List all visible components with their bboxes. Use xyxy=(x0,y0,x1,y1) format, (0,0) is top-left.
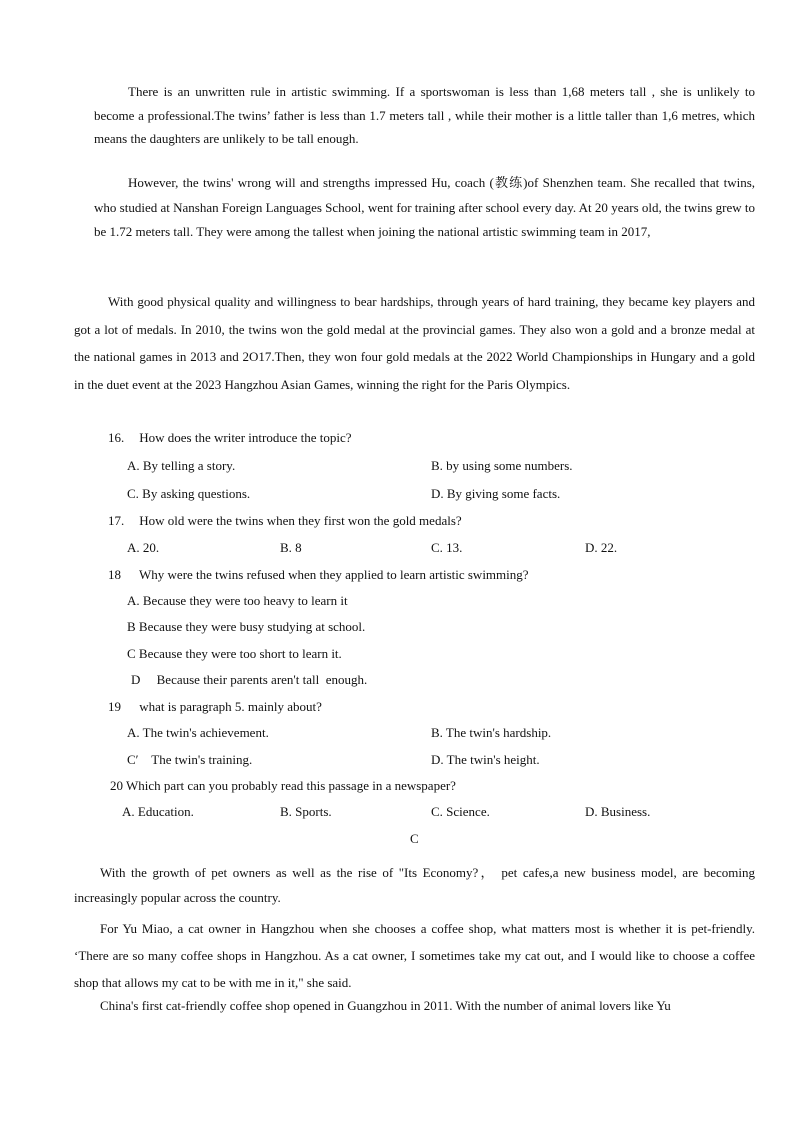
option-20a: A. Education. xyxy=(122,804,194,819)
question-number: 16. xyxy=(108,430,125,445)
option-17d: D. 22. xyxy=(585,540,618,555)
question-text: Which part can you probably read this passage in a newspaper? xyxy=(126,778,456,793)
option-20d: D. Business. xyxy=(585,804,651,819)
question-number: 19 xyxy=(108,699,121,714)
option-17b: B. 8 xyxy=(280,540,302,555)
option-18b: B Because they were busy studying at school. xyxy=(127,619,366,634)
question-text: How does the writer introduce the topic? xyxy=(139,430,352,445)
section-heading: C xyxy=(410,831,419,846)
option-18c: C Because they were too short to learn it. xyxy=(127,646,342,661)
question-text: Why were the twins refused when they applied to learn artistic swimming? xyxy=(139,567,529,582)
question-text: what is paragraph 5. mainly about? xyxy=(139,699,322,714)
passage-paragraph-1: There is an unwritten rule in artistic swimming. If a sportswoman is less than 1,68 meters tall , she is unlikely to become a professional.The twins’ father is less than 1.7 meters tall , while their mother is a little taller than 1,6 metres, which means the daughters are unlikely to be tall enough. xyxy=(94,84,755,146)
question-number: 20 xyxy=(110,778,123,793)
passage-paragraph-3: With good physical quality and willingness to bear hardships, through years of hard training, they became key players and got a lot of medals. In 2010, the twins won the gold medal at the provincial games. They also won a gold and a bronze medal at the national games in 2013 and 2O17.Then, they won four gold medals at the 2022 World Championships in Hungary and a gold in the duet event at the 2023 Hangzhou Asian Games, winning the right for the Paris Olympics. xyxy=(74,294,755,392)
question-number: 18 xyxy=(108,567,121,582)
question-19 xyxy=(108,699,322,715)
option-16b: B. by using some numbers. xyxy=(431,458,573,473)
option-19c: C′ The twin's training. xyxy=(127,752,253,767)
question-17 xyxy=(108,513,462,529)
question-18 xyxy=(108,567,529,583)
passage-c-paragraph-1: With the growth of pet owners as well as the rise of "Its Economy?， pet cafes,a new business model, are becoming increasingly popular across the country. xyxy=(74,865,755,905)
option-16d: D. By giving some facts. xyxy=(431,486,561,501)
option-19d: D. The twin's height. xyxy=(431,752,540,767)
question-number: 17. xyxy=(108,513,125,528)
option-19a: A. The twin's achievement. xyxy=(127,725,269,740)
option-17a: A. 20. xyxy=(127,540,160,555)
option-20c: C. Science. xyxy=(431,804,490,819)
option-16c: C. By asking questions. xyxy=(127,486,251,501)
option-18a: A. Because they were too heavy to learn it xyxy=(127,593,348,608)
option-19b: B. The twin's hardship. xyxy=(431,725,552,740)
option-20b: B. Sports. xyxy=(280,804,332,819)
question-16 xyxy=(108,430,352,446)
passage-paragraph-2: However, the twins' wrong will and strengths impressed Hu, coach (教练)of Shenzhen team. She recalled that twins, who studied at Nanshan Foreign Languages School, went for training after school every day. At 20 years old, the twins grew to be 1.72 meters tall. They were among the tallest when joining the national artistic swimming team in 2017, xyxy=(94,175,755,240)
option-17c: C. 13. xyxy=(431,540,463,555)
option-18d: D Because their parents aren't tall enough. xyxy=(131,672,368,687)
option-16a: A. By telling a story. xyxy=(127,458,236,473)
passage-c-paragraph-3: China's first cat-friendly coffee shop opened in Guangzhou in 2011. With the number of animal lovers like Yu xyxy=(100,998,671,1013)
question-text: How old were the twins when they first won the gold medals? xyxy=(139,513,462,528)
passage-c-paragraph-2: For Yu Miao, a cat owner in Hangzhou when she chooses a coffee shop, what matters most is whether it is pet-friendly. ‘There are so many coffee shops in Hangzhou. As a cat owner, I sometimes take my cat out, and I would like to choose a coffee shop that allows my cat to be with me in it," she said. xyxy=(74,921,755,990)
question-20 xyxy=(110,778,456,794)
